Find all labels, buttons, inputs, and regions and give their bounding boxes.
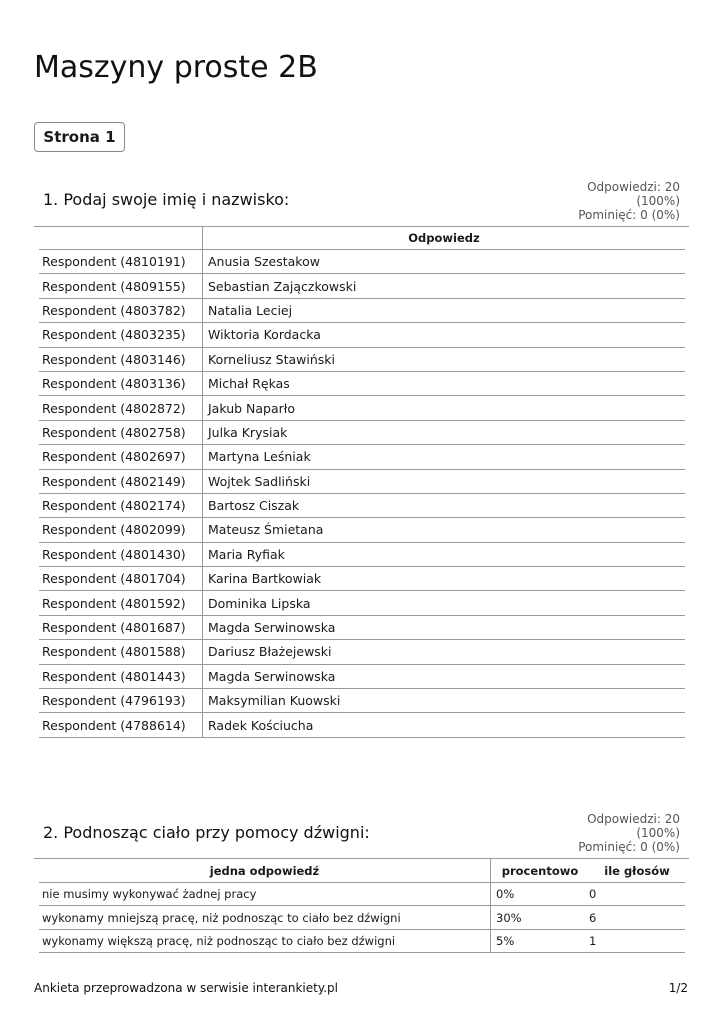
table-cell: Respondent (4801687) (39, 615, 203, 639)
table-row (39, 469, 685, 493)
table-cell: Wiktoria Kordacka (203, 323, 686, 347)
page-title: Maszyny proste 2B (34, 50, 318, 85)
question-1-table (39, 227, 685, 738)
question-1-title: 1. Podaj swoje imię i nazwisko: (43, 190, 290, 209)
table-cell: Julka Krysiak (203, 420, 686, 444)
question-1-stats (560, 180, 680, 222)
table-row (39, 906, 685, 929)
table-row (39, 347, 685, 371)
table-cell: Respondent (4802758) (39, 420, 203, 444)
table-row (39, 640, 685, 664)
table-cell: Bartosz Ciszak (203, 493, 686, 517)
table-row (39, 420, 685, 444)
table-cell: Dominika Lipska (203, 591, 686, 615)
table-header-row (39, 859, 685, 883)
table-header-cell: Odpowiedz (203, 227, 686, 250)
table-row (39, 445, 685, 469)
table-header-cell (39, 227, 203, 250)
table-cell: wykonamy większą pracę, niż podnosząc to ciało bez dźwigni (39, 929, 491, 952)
table-cell: Respondent (4802174) (39, 493, 203, 517)
table-cell: nie musimy wykonywać żadnej pracy (39, 883, 491, 906)
footer-page-number: 1/2 (668, 981, 688, 995)
table-header-row (39, 227, 685, 250)
table-cell: Magda Serwinowska (203, 615, 686, 639)
footer-source: Ankieta przeprowadzona w serwisie interankiety.pl (34, 981, 338, 995)
table-cell: Respondent (4803782) (39, 298, 203, 322)
table-row (39, 689, 685, 713)
table-cell: Sebastian Zajączkowski (203, 274, 686, 298)
question-2-table (39, 859, 685, 953)
table-cell: Martyna Leśniak (203, 445, 686, 469)
table-row (39, 274, 685, 298)
table-cell: Respondent (4803235) (39, 323, 203, 347)
table-cell: wykonamy mniejszą pracę, niż podnosząc to ciało bez dźwigni (39, 906, 491, 929)
table-cell: 30% (491, 906, 590, 929)
table-cell: Respondent (4810191) (39, 250, 203, 274)
table-cell: Respondent (4802872) (39, 396, 203, 420)
table-cell: Michał Rękas (203, 371, 686, 395)
table-cell: 6 (589, 906, 685, 929)
table-row (39, 615, 685, 639)
table-row (39, 250, 685, 274)
table-header-cell: procentowo (491, 859, 590, 883)
table-row (39, 567, 685, 591)
table-cell: 5% (491, 929, 590, 952)
table-cell: 1 (589, 929, 685, 952)
table-header-cell: ile głosów (589, 859, 685, 883)
table-cell: Respondent (4801443) (39, 664, 203, 688)
table-cell: Mateusz Śmietana (203, 518, 686, 542)
question-1-stat-responses: Odpowiedzi: 20 (587, 180, 680, 194)
table-cell: Respondent (4788614) (39, 713, 203, 737)
table-cell: Respondent (4801588) (39, 640, 203, 664)
table-cell: Maria Ryfiak (203, 542, 686, 566)
table-row (39, 664, 685, 688)
table-cell: Respondent (4801592) (39, 591, 203, 615)
table-cell: 0% (491, 883, 590, 906)
table-cell: Respondent (4802099) (39, 518, 203, 542)
table-row (39, 298, 685, 322)
table-cell: Korneliusz Stawiński (203, 347, 686, 371)
table-cell: Anusia Szestakow (203, 250, 686, 274)
table-cell: Wojtek Sadliński (203, 469, 686, 493)
question-1-stat-percent: (100%) (636, 194, 680, 208)
table-cell: Jakub Naparło (203, 396, 686, 420)
table-row (39, 518, 685, 542)
table-row (39, 323, 685, 347)
table-cell: Respondent (4803146) (39, 347, 203, 371)
table-cell: Respondent (4802149) (39, 469, 203, 493)
table-row (39, 493, 685, 517)
table-row (39, 713, 685, 737)
table-cell: Respondent (4796193) (39, 689, 203, 713)
question-1-stat-skipped: Pominięć: 0 (0%) (578, 208, 680, 222)
table-cell: Respondent (4801704) (39, 567, 203, 591)
table-cell: Natalia Leciej (203, 298, 686, 322)
question-2-title: 2. Podnosząc ciało przy pomocy dźwigni: (43, 823, 370, 842)
page-section-label: Strona 1 (34, 122, 125, 152)
table-cell: Respondent (4803136) (39, 371, 203, 395)
table-row (39, 883, 685, 906)
table-cell: 0 (589, 883, 685, 906)
table-row (39, 396, 685, 420)
table-cell: Radek Kościucha (203, 713, 686, 737)
table-row (39, 929, 685, 952)
question-2-stat-percent: (100%) (636, 826, 680, 840)
table-cell: Respondent (4802697) (39, 445, 203, 469)
table-cell: Dariusz Błażejewski (203, 640, 686, 664)
table-cell: Maksymilian Kuowski (203, 689, 686, 713)
question-2-stat-skipped: Pominięć: 0 (0%) (578, 840, 680, 854)
table-cell: Respondent (4809155) (39, 274, 203, 298)
table-row (39, 542, 685, 566)
question-2-stats (560, 812, 680, 854)
table-row (39, 591, 685, 615)
table-cell: Karina Bartkowiak (203, 567, 686, 591)
table-row (39, 371, 685, 395)
question-2-stat-responses: Odpowiedzi: 20 (587, 812, 680, 826)
table-header-cell: jedna odpowiedź (39, 859, 491, 883)
table-cell: Magda Serwinowska (203, 664, 686, 688)
table-cell: Respondent (4801430) (39, 542, 203, 566)
